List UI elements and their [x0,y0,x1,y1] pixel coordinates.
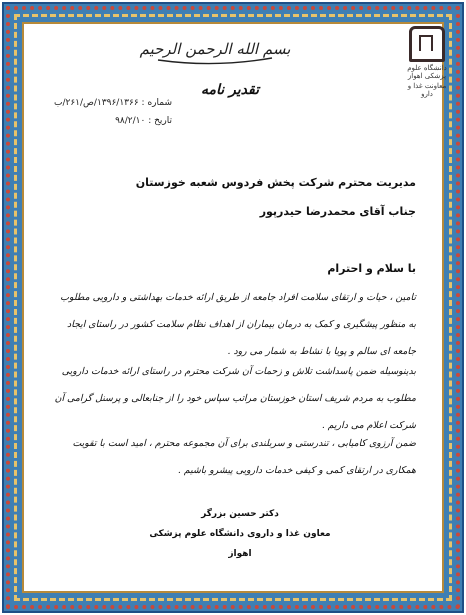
letter-meta [32,94,172,130]
university-emblem-icon [409,26,445,62]
letter-date: تاریخ : ۹۸/۲/۱۰ [115,116,172,126]
logo-caption-2: معاونت غذا و دارو [407,82,447,98]
recipient-person: جناب آقای محمدرضا حیدرپور [259,205,416,218]
signer-position: معاون غذا و داروی دانشگاه علوم پزشکی اهواز [149,529,331,559]
university-logo [402,26,452,98]
letter-number: شماره : ۱۳۹۶/۱۳۶۶/ص/۲۶۱/ب [53,98,172,108]
body-paragraph-3: ضمن آرزوی کامیابی ، تندرستی و سربلندی برای آن مجموعه محترم ، امید است با تقویت همکاری در ارتقای کمی و کیفی خدمات دارویی پیشرو باشیم . [72,438,416,476]
body-paragraph-2: بدینوسیله ضمن پاسداشت تلاش و زحمات آن شرکت محترم در راستای ارائه خدمات دارویی مطلوب به مردم شریف استان خوزستان مراتب سپاس خود را از جنابعالی و پرسنل گرامی آن شرکت اعلام می داریم . [54,366,416,431]
page-title: تقدیر نامه [201,82,259,98]
greeting: با سلام و احترام [327,262,416,275]
signature-block [140,504,340,564]
bismillah-text: بسم الله الرحمن الرحیم [139,40,291,58]
signer-name: دکتر حسین بزرگر [201,509,279,519]
bismillah-calligraphy [139,28,291,68]
logo-caption-1: دانشگاه علوم پزشکی اهواز [407,64,447,80]
body-paragraph-1: تامین ، حیات و ارتقای سلامت افراد جامعه از طریق ارائه خدمات بهداشتی و دارویی مطلوب به منظور پیشگیری و کمک به درمان بیماران از اهداف نظام سلامت کشور در راستای ایجاد جامعه ای سالم و پویا با نشاط به شمار می رود . [60,292,416,357]
bismillah-flourish [158,58,272,64]
recipient-company: مدیریت محترم شرکت پخش فردوس شعبه خوزستان [135,176,416,189]
